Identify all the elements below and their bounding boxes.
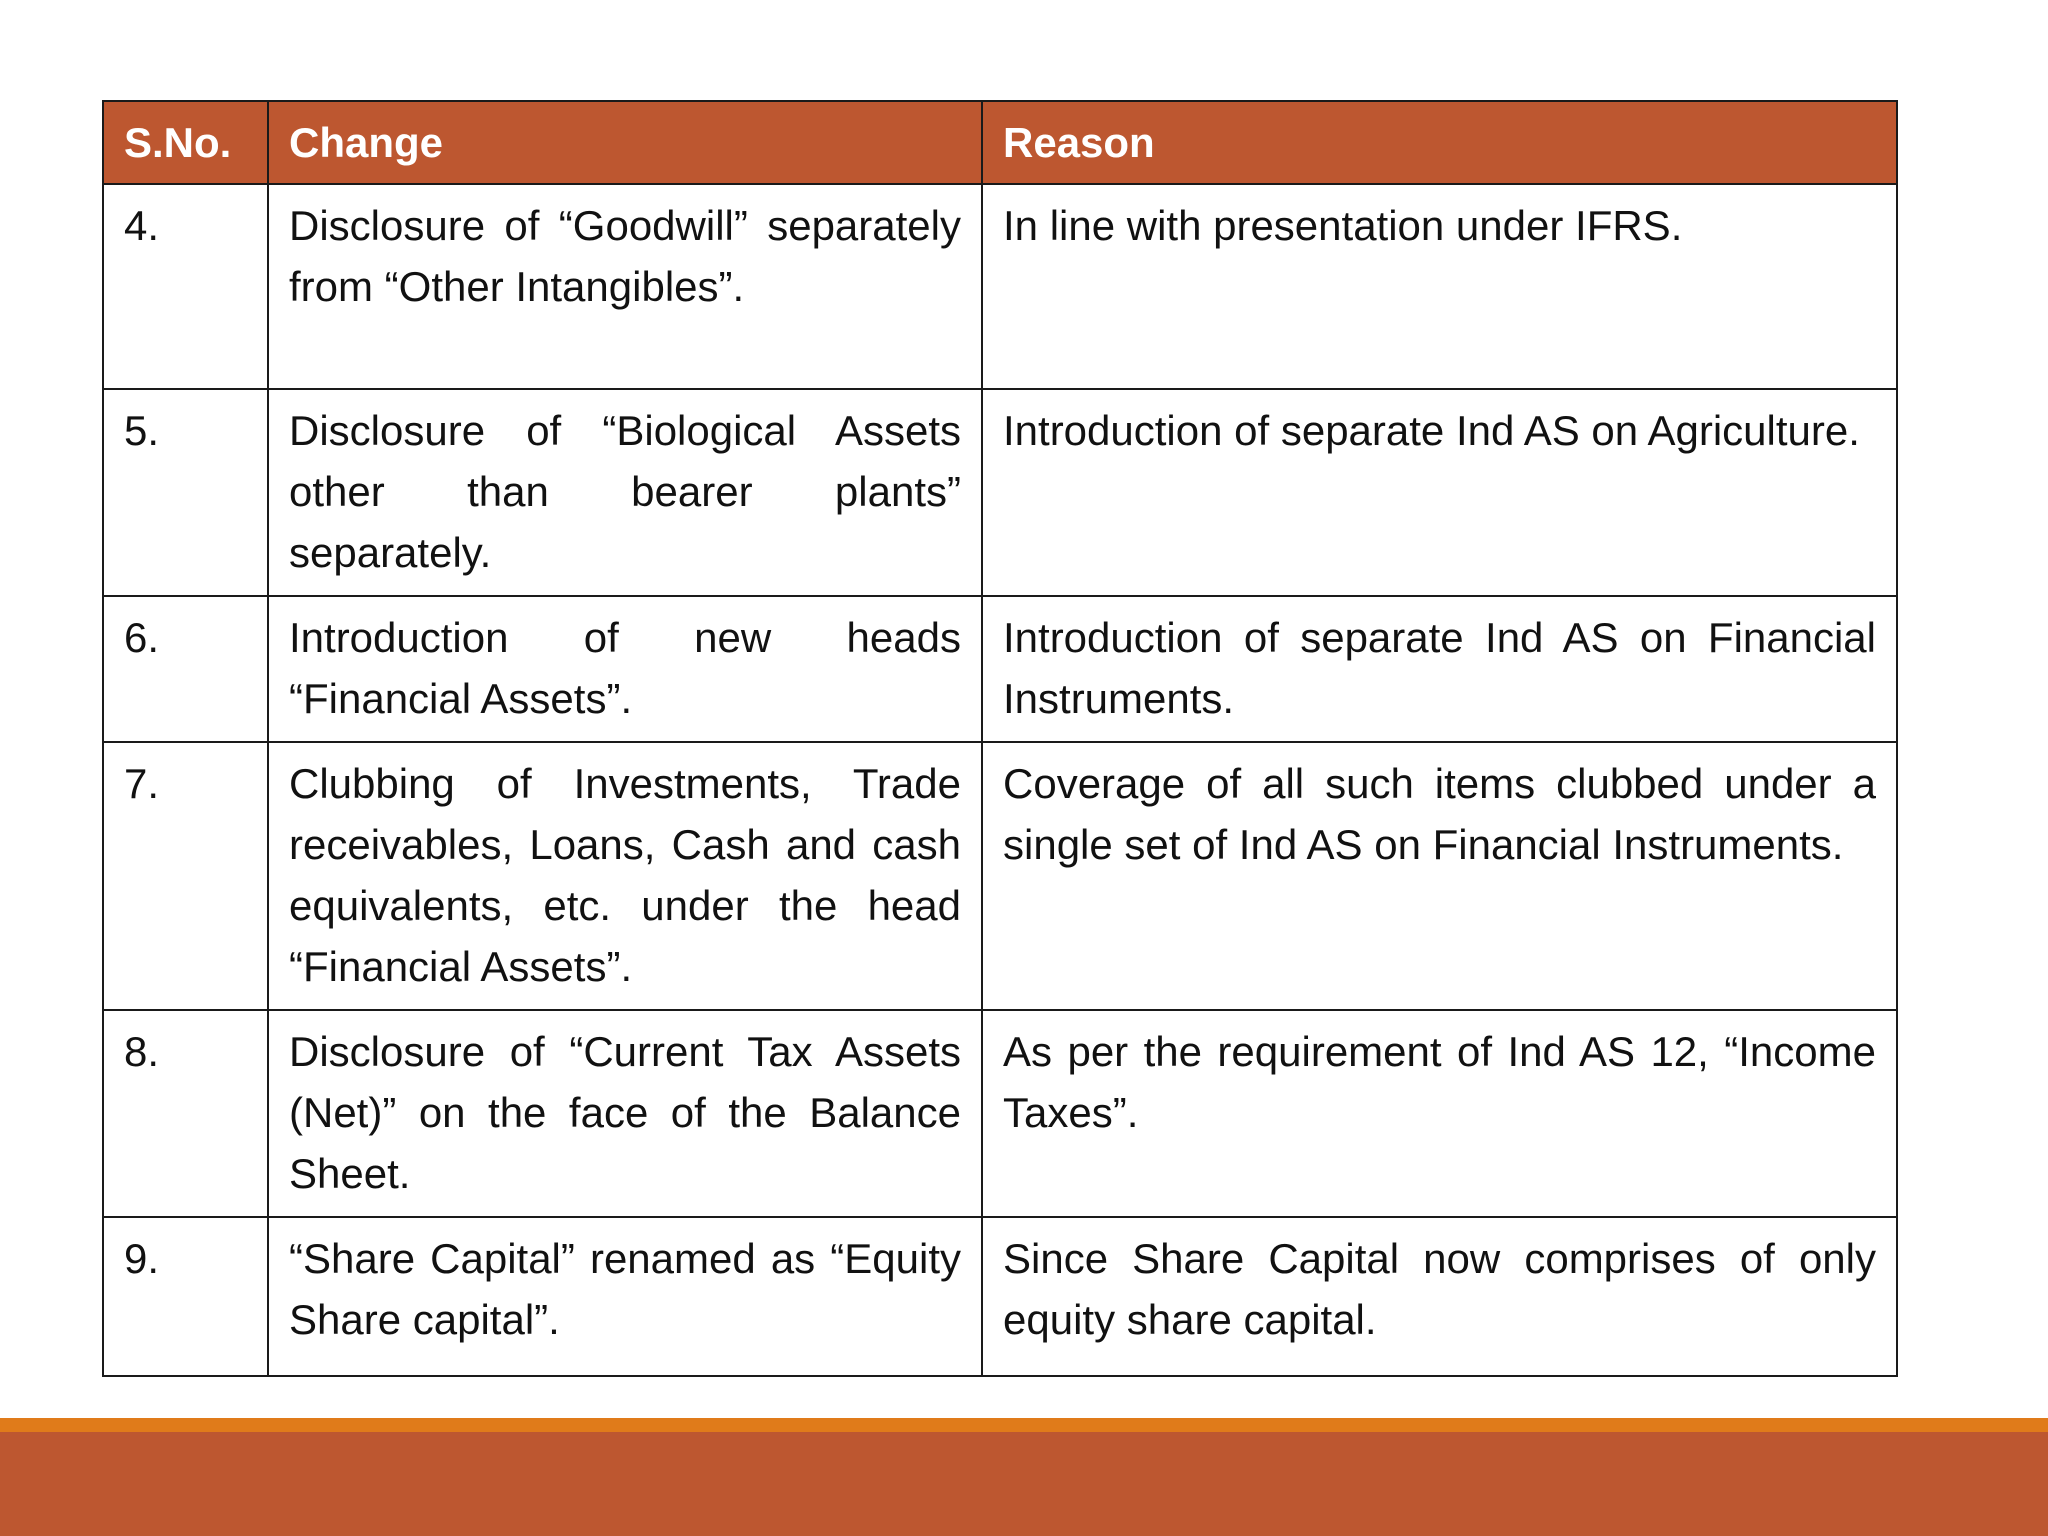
table-header-row (103, 101, 1897, 184)
footer-accent-line (0, 1418, 2048, 1432)
row-change: Clubbing of Investments, Trade receivables, Loans, Cash and cash equivalents, etc. under the head “Financial Assets”. (268, 742, 982, 1010)
table-row (103, 742, 1897, 1010)
row-change: Disclosure of “Current Tax Assets (Net)” on the face of the Balance Sheet. (268, 1010, 982, 1217)
row-sno: 5. (103, 389, 268, 596)
row-sno: 7. (103, 742, 268, 1010)
row-reason: Since Share Capital now comprises of only equity share capital. (982, 1217, 1897, 1376)
row-change: “Share Capital” renamed as “Equity Share capital”. (268, 1217, 982, 1376)
row-sno: 9. (103, 1217, 268, 1376)
table-row (103, 1217, 1897, 1376)
row-reason: Introduction of separate Ind AS on Financial Instruments. (982, 596, 1897, 742)
row-change: Introduction of new heads “Financial Assets”. (268, 596, 982, 742)
row-reason: In line with presentation under IFRS. (982, 184, 1897, 389)
row-change: Disclosure of “Goodwill” separately from “Other Intangibles”. (268, 184, 982, 389)
changes-table (102, 100, 1898, 1377)
header-reason: Reason (982, 101, 1897, 184)
row-sno: 4. (103, 184, 268, 389)
table-row (103, 596, 1897, 742)
header-change: Change (268, 101, 982, 184)
row-sno: 6. (103, 596, 268, 742)
row-reason: Introduction of separate Ind AS on Agriculture. (982, 389, 1897, 596)
row-reason: Coverage of all such items clubbed under a single set of Ind AS on Financial Instruments. (982, 742, 1897, 1010)
header-sno: S.No. (103, 101, 268, 184)
row-reason: As per the requirement of Ind AS 12, “Income Taxes”. (982, 1010, 1897, 1217)
footer-bar (0, 1432, 2048, 1536)
table-row (103, 389, 1897, 596)
table-row (103, 184, 1897, 389)
row-sno: 8. (103, 1010, 268, 1217)
table-row (103, 1010, 1897, 1217)
row-change: Disclosure of “Biological Assets other than bearer plants” separately. (268, 389, 982, 596)
